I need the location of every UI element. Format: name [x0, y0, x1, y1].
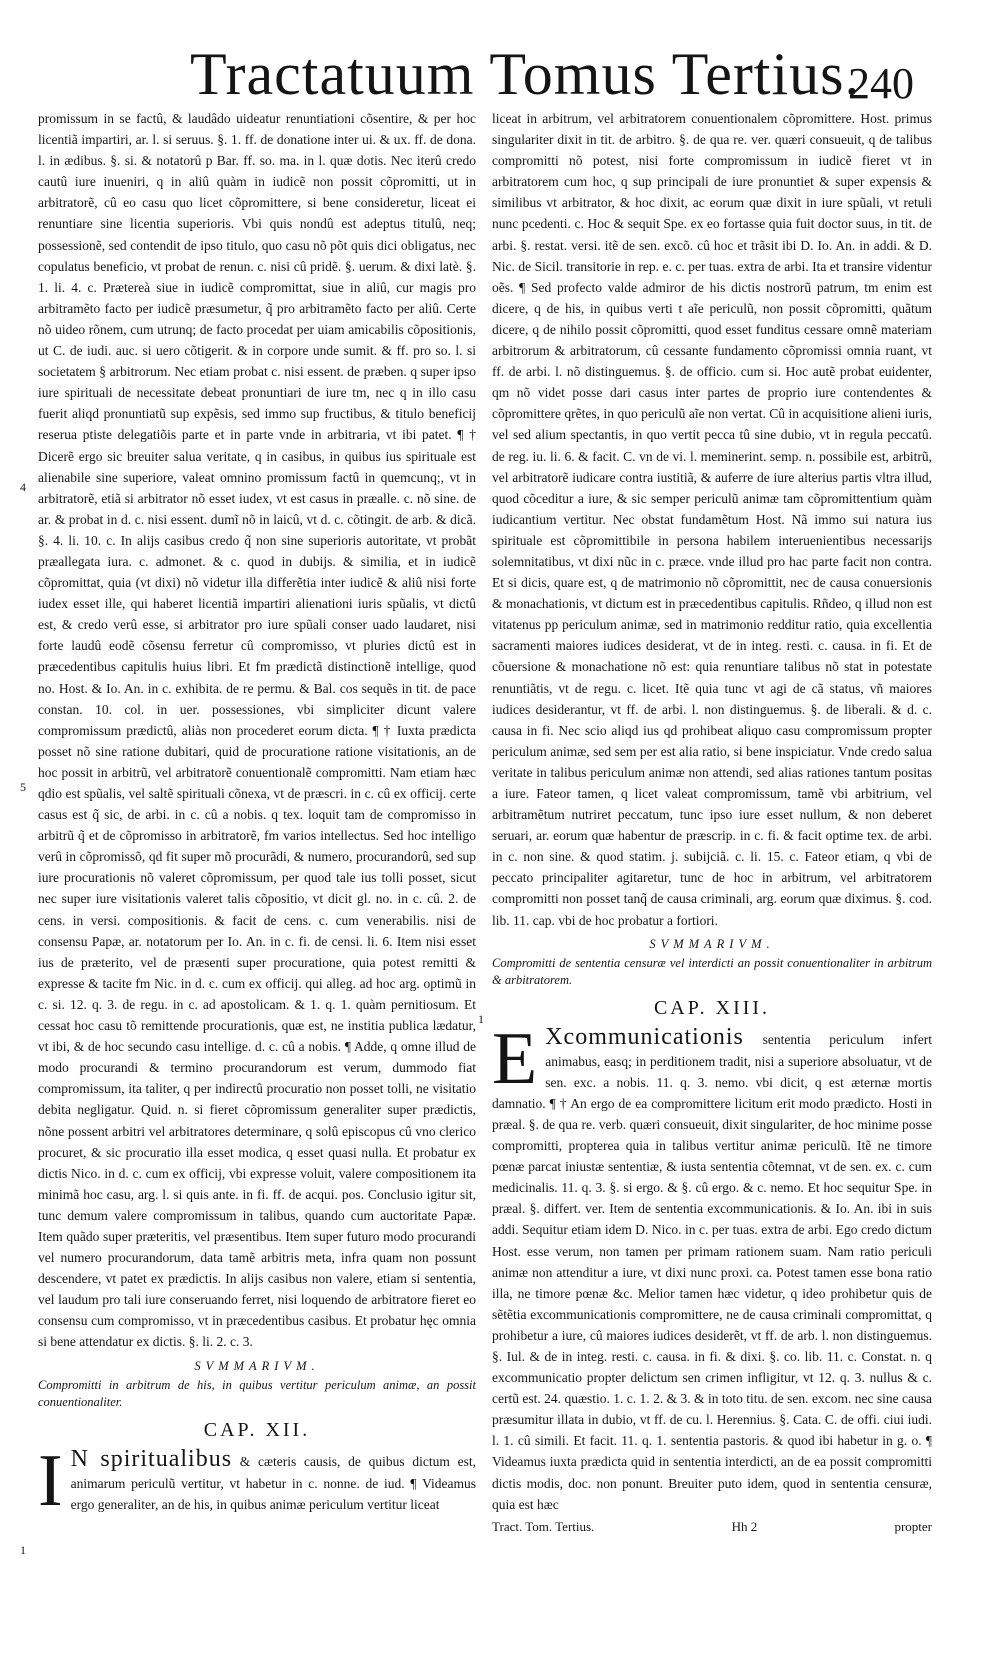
footer-book-title: Tract. Tom. Tertius.: [492, 1518, 595, 1534]
margin-number: 5: [20, 780, 26, 794]
left-opening-text: & cæteris causis, de quibus dictum est, animarum periculũ vertitur, vt habetur in c. nonne. de iud. ¶ Videamus ergo generaliter, an de his, in quibus animæ periculum vertitur liceat: [70, 1453, 476, 1512]
right-body-text: liceat in arbitrum, vel arbitratorem conuentionalem cõpromittere. Host. primus singulariter dixit in tit. de arbitro. §. de qua re. ver. quæri consueuit, q de talibus compromitti nõ potest, nisi forte compromissum in iudicẽ fieret vt in arbitratorem cum hoc, q sup principali de iure pronuntiet & super expensis & similibus vt arbitrator, & hoc dixit, ac eorum quæ dixit in iure spũali, vt retuli nunc pcedenti. c. Hoc & sequit Spe. ex eo fortasse quia fuit doctor suus, in tit. de arbi. §. restat. versi. itẽ de sen. excõ. cû hoc et trãsit ibi D. Io. An. in addi. & D. Nic. de Sicil. transitorie in rep. e. c. per tuas. extra de arbi. Ita et transire videntur oẽs. ¶ Sed profecto valde admiror de his dictis nostrorũ patrum, tm enim est dicere, q de his, in quibus verti t aĩe periculũ, non possit cõpromitti, quãtum dicere, q de nihilo possit cõpromitti, quod esset funditus cessare omnẽ materiam arbitrorum & arbitratorum, cû cessante fundamento cõpromissi omnia ruant, vt ff. de arbi. l. nõ distinguemus. §. de officio. cum si. Hoc autẽ probat euidenter, qm nõ videt posse dari casus inter partes de proprio iure contendentes & cõpromittere qrẽtes, in quo periculũ aĩe non vertat. Cû in acquisitione alieni iuris, vel sed alium spectantis, in quo vertit pecca tû sine dubio, vt in regula peccatû. de reg. iu. li. 6. & facit. C. vn de vi. l. meminerint. semp. n. possibile est, arbitrũ, vel arbitratorẽ iudicare contra iustitiã, & auferre de iure alterius partis vltra illud, quod cõceditur a iure, & sic semper periculũ animæ tam cõpromittentium quàm iudicantium vertitur. Nec obstat fundamẽtum Host. Nã immo sui natura ius spirituale est cõpromittibile in persona habilem interuenientibus necessarijs solemnitatibus, vt dixi nũc in c. præce. vnde illud pro hac parte facit non contra. Et si dicis, quare est, q de matrimonio nõ cõpromittit, nec de causa conuersionis & monachationis, vt dictum est in præcedentibus capitulis. Rñdeo, q illud non est vitatenus pp periculum animæ, sed in matrimonio redditur ratio, quia excellentia sacramenti maiores iudices desiderat, vt de in integ. resti. c. causa. in fi. Et de cõuersione & monachatione nõ est: quia renuntiare talibus nõ stat in potestate renuntiãtis, vt de regu. c. licet. Itẽ quia tunc vt agi de cã status, vñ maiores iudices desiderantur, vt ff. de arbi. l. non distinguemus. §. de liberali. & d. c. causa in fi. Nec scio aliqd ius qd prohibeat aliquo casu compromissum propter periculum animæ, sed sem per est alia ratio, si bene inspiciatur. Vnde credo salua veritate in talibus periculum animæ non attendi, sed alias rationes tantum positas a iure. Fateor tamen, q licet valeat compromissum, tamẽ vbi arbitrium, vel arbitramẽtum nutriret peccatum, tunc ipso iure esset nullum, & non deberet seruari, ar. eorum quæ habentur de præscrip. in c. fi. & facit optime tex. de arbi. in c. non sine. & quod statim. j. subijciã. c. li. 15. c. Fateor etiam, q vbi de peccato principaliter agitaretur, tunc de hoc in arbitrum, vel arbitratorem compromitti non posset tanq̃ de causa criminali, arg. eorum quæ diximus. §. cod. lib. 11. cap. vbi de hoc probatur a fortiori.: [492, 111, 932, 928]
left-column: [38, 108, 476, 1653]
right-drop-cap: E: [492, 1017, 538, 1100]
left-summarium-heading: SVMMARIVM.: [194, 1358, 320, 1373]
running-head-title: Tractatuum Tomus Tertius.: [190, 41, 861, 107]
right-chapter-title: CAP. XIII.: [653, 996, 771, 1019]
left-chapter-opening: [38, 1439, 476, 1522]
margin-number: 1: [20, 1543, 26, 1557]
right-chapter-opening: [492, 1017, 932, 1515]
folio-number: 240: [848, 59, 914, 108]
left-first-word: N spiritualibus: [70, 1445, 233, 1472]
right-first-word: Xcommunicationis: [545, 1023, 744, 1050]
margin-number: 1: [478, 1012, 484, 1026]
right-summary-note: Compromitti de sententia censuræ vel interdicti an possit conuentionaliter in arbitrum & arbitratorem.: [492, 955, 932, 987]
page-footer: [492, 1517, 932, 1537]
left-summary-note: Compromitti in arbitrum de his, in quibus vertitur periculum animæ, an possit conuentionaliter.: [38, 1377, 476, 1409]
footer-catchword: propter: [894, 1518, 932, 1534]
right-column: [492, 108, 932, 1653]
left-drop-cap: I: [38, 1439, 63, 1522]
footer-signature-mark: Hh 2: [731, 1518, 758, 1534]
left-chapter-title: CAP. XII.: [203, 1418, 311, 1441]
right-summarium-heading: SVMMARIVM.: [649, 936, 775, 951]
margin-number: 4: [20, 480, 26, 494]
left-body-text: promissum in se factû, & laudâdo uideatur renuntiationi cõsentire, & per hoc licentiã impartiri, ar. l. si seruus. §. 1. ff. de donatione inter ui. & ux. ff. de dona. l. in ædibus. §. si. & notatorû p Bar. ff. so. ma. in l. quæ dotis. Nec iterû credo cautû iure inueniri, q in aliû quàm in iudicẽ non possit cõpromitti, ut in arbitratorẽ, cû eo casu quo licet cõpromittere, si bene consideretur, liceat ei renuntiare sine licentia superioris. Vbi quis nondû est adeptus titulû, neq; possessionẽ, sed contendit de ipso titulo, quo casu nõ põt quis dici obligatus, nec copulatus beneficio, vt probat de renun. c. nisi cû pridẽ. §. uerum. & dixi latè. §. 1. li. 4. c. Prætereà siue in iudicẽ compromittat, siue in aliû, cur magis pro arbitramẽto facto per iudicẽ præsumetur, q̃ pro arbitramẽto facto per aliû. Certe nõ uideo rõnem, cum utrunq; de facto procedat per uiam amicabilis cõpositionis, ut C. de iudi. auc. si uero cõtigerit. & in corpore unde sumit. & ff. pro so. l. si societatem § arbitrorum. Nec etiam probat c. nisi essent. de præben. q super ipso iure spirituali de necessitate debeat pronuntiari de iure tm, nec q in illo casu fuerit aliqd pronuntiatũ sup expẽsis, sed immo sup fructibus, & titulo beneficij reserua ptiste delegatiõis parte et in parte vnde in arbitraria, vt ibi patet. ¶ † Dicerẽ ergo sic breuiter salua veritate, q in casibus, in quibus ius spirituale est alienabile sine superiore, valeat omnino promissum factû in quemcunq;, vt in arbitratorẽ, etiã si arbitrator nõ esset iudex, vt est casus in præalle. c. nõ sine. de ar. & probat in d. c. nisi essent. dumĩ nõ in laicû, vt d. c. cõtingit. de arb. & dicã. §. 4. li. 10. c. In alijs casibus credo q̃ non sine superioris autoritate, vt probãt præallegata iura. c. admonet. & c. quod in dubijs. & similia, et in iudicẽ cõpromittat, quia (vt dixi) nõ videtur illa differẽtia inter iudicẽ & aliû nisi forte iudex esset ille, qui haberet licentiã impartiri alienationi iuris spũalis, vt dictû est, & credo verû esse, si arbitrator pro iure spũali conser uado laudaret, nisi forte laudû eodẽ cõsensu ferretur cû compromisso, vt pluries dictû est in præcedentibus capitulis huius libri. Et fm prædictã distinctionẽ intellige, quod no. Host. & Io. An. in c. exhibita. de re permu. & Bal. cos sequẽs in tit. de pace constan. 10. col. in uer. possessiones, vbi simpliciter dicunt valere compromissum prædictû, aliàs non procederet eorum dicta. ¶ † Iuxta prædicta posset nõ sine ratione dubitari, quid de procuratione ratione visitationis, an de hoc possit in arbitrũ, vel arbitratorẽ conuentionalẽ compromitti. Nam etiam hæc qdio est spũalis, vel saltẽ spirituali cõnexa, vt de præscri. in c. cû ex officij. certe casus est q̃ sic, de arbi. in c. cû a nobis. q tex. loquit tam de compromisso in arbitrũ q̃ et de cõpromisso in arbitratorẽ, fm varios intellectus. Sed hoc intelligo verû in cõpromissõ, qd fit super mõ procurãdi, & numero, procurandorû, sed sup iure procurationis nõ valeret cõpromissum, per quod tale ius tolli posset, sicut nec super iure visitationis valeret talis cõpositio, vt dicit gl. no. in c. cû. 2. de cens. in versi. compositionis. & facit de cens. c. cum venerabilis. nisi de consensu Papæ, ar. notatorum per Io. An. in c. fi. de censi. li. 6. Item nisi esset ius de præterito, vel de præsenti super procuratione, quia potest remitti & expresse & tacite fm Nic. in d. c. cum ex officij. qui alleg. ad hoc arg. optimũ in c. si. 12. q. 3. de regu. in c. ad apostolicam. & 1. q. 1. quàm pernitiosum. Et cessat hoc casu tõ remittende procurationis, quæ est, ne institia publica lædatur, vt ibi, & de hoc secundo casu intellige. d. c. cû a nobis. ¶ Adde, q omne illud de modo procurandi & termino procurandorum est verum, dummodo fiat compromissum, ita taliter, q per indirectû procuratio non posset tolli, ne visitatio debita negligatur. Quid. n. si fieret cõpromissum generaliter super prædictis, nõne possent arbitri vel arbitratores determinare, q solû episcopus cû vno clerico procuret, & sic procuratio illa esset modica, q esset quasi nulla. Et probatur ex dictis Nico. in d. c. cum ex officij, vbi expresse voluit, valere compositionem ita minimã hoc casu, arg. l. si quis ante. in fi. ff. de acqui. pos. Conclusio igitur sit, tunc demum valere compromissum in talibus, quando cum auctoritate Papæ. Item quãdo super præteritis, vel præsentibus. Item super futuro modo procurandi vel numero procurandorum, data tamẽ arbitris meta, infra quam non possunt descendere, vt patet ex prædictis. In alijs casibus non valere, etiam si sententia, vel laudum pro tali iure conseruando ferret, nisi loquendo de arbitratore fieret eo consensu cum compromisso, vt in præcedentibus casibus. Et probatur hęc omnia si bene attendatur ex dictis. §. li. 2. c. 3.: [38, 111, 476, 1350]
right-opening-text: sententia periculum infert animabus, easq; in perditionem tradit, nisi a superiore absoluatur, vt de sen. exc. a nobis. 11. q. 3. nemo. vbi dicit, q est æternæ mortis damnatio. ¶ † An ergo de ea compromittere licitum erit modo prædicto. Hosti in præal. §. de qua re. verb. quæri consueuit, dixit singulariter, de hoc minime posse compromitti, propterea quia in talibus vertitur animæ periculũ. Itẽ ne timore pœnæ parcat iniustæ sententiæ, & iusta sententia cõtemnat, vt de sen. ex. c. cum medicinalis. 11. q. 3. §. si ergo. & §. cû ergo. & c. nemo. Et hoc sequitur Spe. in præal. §. differt. ver. Item de sententia excommunicationis. & Io. An. ibi in suis addi. Sequitur etiam idem D. Nico. in c. per tuas. extra de arbi. Ego credo dictum Host. esse verum, non tamen per primam rationem suam. Nam ratio periculi animæ non attenditur a iure, vt dixi nunc proxi. ca. Potest tamen esse bona ratio illa, ne timore pœnæ &c. Melior tamen hæc videtur, q ideo prohibetur quis de sẽtẽtia excommunicationis compromittere, ne de causa criminali compromittat, q prohibetur a iure, cû maiores iudices desiderẽt, vt ff. de arb. l. non distinguemus. §. Iul. & de in integ. resti. c. causa. in fi. & dixi. §. co. lib. 11. c. Constat. n. q excommunicatio propter delictum sen crimen infligitur, vt 12. q. 3. nullus & c. certũ est. 24. quæstio. 1. c. 1. 2. & 3. & in toto titu. de sen. excom. nec sine causa præsumitur illata in dubio, vt ff. de cu. l. Herennius. §. Cata. C. de offi. ciui iudi. l. 1. cû simili. Et facit. 11. q. 1. sententia pastoris. & quod ibi habetur in g. o. ¶ Videamus iuxta prædicta quid in sententia interdicti, an de ea possit compromitti dictis modis, doc. non ponunt. Breuiter puto idem, quod in sententia censuræ, quia est hæc: [492, 1031, 932, 1512]
